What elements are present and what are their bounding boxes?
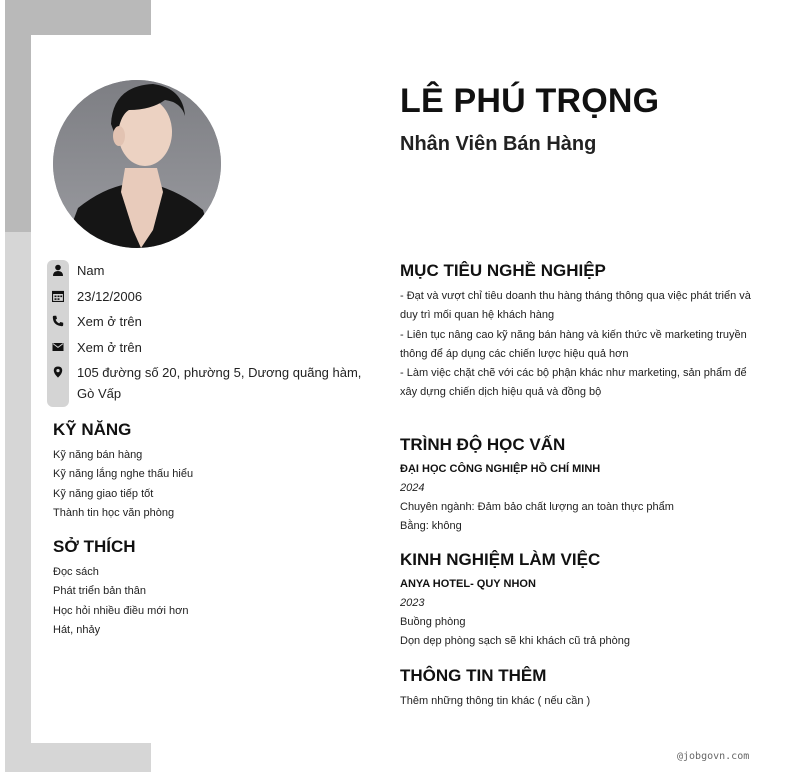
additional-entry <box>400 692 780 711</box>
objective-item: - Đạt và vượt chỉ tiêu doanh thu hàng tháng thông qua việc phát triển và duy trì mối quan hệ khách hàng <box>400 290 751 322</box>
company-name: ANYA HOTEL- QUY NHON <box>400 578 536 590</box>
hobby-item: Học hỏi nhiều điều mới hơn <box>53 604 189 617</box>
education-degree: Bằng: không <box>400 520 462 532</box>
education-title: TRÌNH ĐỘ HỌC VẤN <box>400 435 566 454</box>
experience-role: Buồng phòng <box>400 616 466 628</box>
objective-list <box>400 287 762 403</box>
person-icon <box>52 264 64 276</box>
calendar-icon <box>52 290 64 302</box>
education-major: Chuyên ngành: Đảm bảo chất lượng an toàn thực phẩm <box>400 501 674 513</box>
profile-photo <box>53 80 221 248</box>
skills-list <box>53 446 193 523</box>
hobby-item: Đọc sách <box>53 566 99 578</box>
experience-year: 2023 <box>400 597 425 609</box>
objective-item: - Làm việc chặt chẽ với các bộ phận khác như marketing, sản phẩm để xây dựng chiến dịch hiệu quả và đồng bộ <box>400 367 747 399</box>
experience-entry <box>400 575 780 651</box>
location-pin-icon <box>52 366 64 378</box>
skill-item: Kỹ năng giao tiếp tốt <box>53 487 154 500</box>
hobby-item: Phát triển bản thân <box>53 585 146 598</box>
skills-title: KỸ NĂNG <box>53 420 132 439</box>
hobby-item: Hát, nhảy <box>53 623 101 636</box>
hobbies-title: SỞ THÍCH <box>53 537 136 556</box>
watermark: @jobgovn.com <box>677 751 750 762</box>
education-entry <box>400 460 780 536</box>
objective-title: MỤC TIÊU NGHỀ NGHIỆP <box>400 261 606 280</box>
contact-icon-bar <box>47 260 69 407</box>
objective-item: - Liên tục nâng cao kỹ năng bán hàng và kiến thức về marketing truyền thông để áp dụng các chiến lược hiệu quả hơn <box>400 328 747 360</box>
skill-item: Kỹ năng lắng nghe thấu hiểu <box>53 468 194 481</box>
experience-title: KINH NGHIỆM LÀM VIỆC <box>400 550 601 569</box>
school-name: ĐẠI HỌC CÔNG NGHIỆP HỒ CHÍ MINH <box>400 463 601 475</box>
skill-item: Kỹ năng bán hàng <box>53 449 143 461</box>
hobbies-list <box>53 563 189 640</box>
phone-icon <box>52 315 64 327</box>
additional-text: Thêm những thông tin khác ( nếu cần ) <box>400 695 591 707</box>
additional-title: THÔNG TIN THÊM <box>400 666 547 685</box>
mail-icon <box>52 341 64 353</box>
skill-item: Thành tin học văn phòng <box>53 506 175 519</box>
candidate-name: LÊ PHÚ TRỌNG <box>400 82 660 120</box>
experience-description: Dọn dẹp phòng sạch sẽ khi khách cũ trả phòng <box>400 635 630 647</box>
job-title: Nhân Viên Bán Hàng <box>400 133 597 155</box>
education-year: 2024 <box>400 482 425 494</box>
